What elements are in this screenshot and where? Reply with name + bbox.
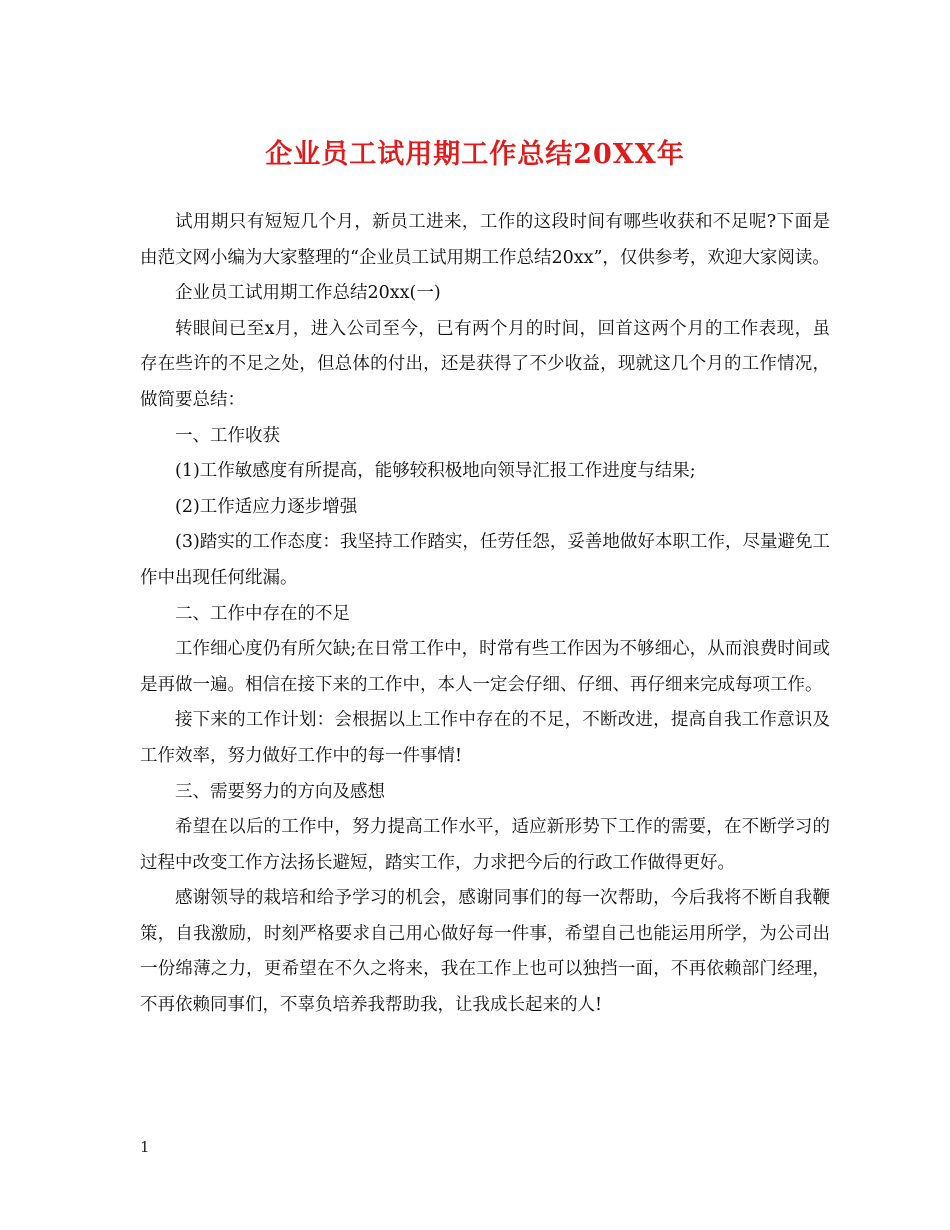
page-number: 1 [140,1138,150,1156]
document-body [140,205,830,1024]
body-paragraph: 转眼间已至x月，进入公司至今，已有两个月的时间，回首这两个月的工作表现，虽存在些许的不足之处，但总体的付出，还是获得了不少收益，现就这几个月的工作情况，做简要总结： [140,318,830,410]
section-heading: 企业员工试用期工作总结20xx(一) [175,283,441,304]
document-title: 企业员工试用期工作总结20XX年 [265,139,685,170]
intro-paragraph: 试用期只有短短几个月，新员工进来，工作的这段时间有哪些收获和不足呢?下面是由范文网小编为大家整理的“企业员工试用期工作总结20xx”，仅供参考，欢迎大家阅读。 [140,212,830,268]
subheading-shortcomings: 二、工作中存在的不足 [175,603,350,624]
list-item: (1)工作敏感度有所提高，能够较积极地向领导汇报工作进度与结果; [175,461,696,482]
body-paragraph: 接下来的工作计划：会根据以上工作中存在的不足，不断改进，提高自我工作意识及工作效率，努力做好工作中的每一件事情! [140,710,830,766]
body-paragraph: 感谢领导的栽培和给予学习的机会，感谢同事们的每一次帮助，今后我将不断自我鞭策，自我激励，时刻严格要求自己用心做好每一件事，希望自己也能运用所学，为公司出一份绵薄之力，更希望在不久之将来，我在工作上也可以独挡一面，不再依赖部门经理，不再依赖同事们，不辜负培养我帮助我，让我成长起来的人! [140,888,830,1016]
body-paragraph: 希望在以后的工作中，努力提高工作水平，适应新形势下工作的需要，在不断学习的过程中改变工作方法扬长避短，踏实工作，力求把今后的行政工作做得更好。 [140,817,830,873]
subheading-direction: 三、需要努力的方向及感想 [175,781,385,802]
list-item: (3)踏实的工作态度：我坚持工作踏实，任劳任怨，妥善地做好本职工作，尽量避免工作中出现任何纰漏。 [140,532,830,588]
subheading-gains: 一、工作收获 [175,425,280,446]
list-item: (2)工作适应力逐步增强 [175,496,358,517]
body-paragraph: 工作细心度仍有所欠缺;在日常工作中，时常有些工作因为不够细心，从而浪费时间或是再做一遍。相信在接下来的工作中，本人一定会仔细、仔细、再仔细来完成每项工作。 [140,639,830,695]
